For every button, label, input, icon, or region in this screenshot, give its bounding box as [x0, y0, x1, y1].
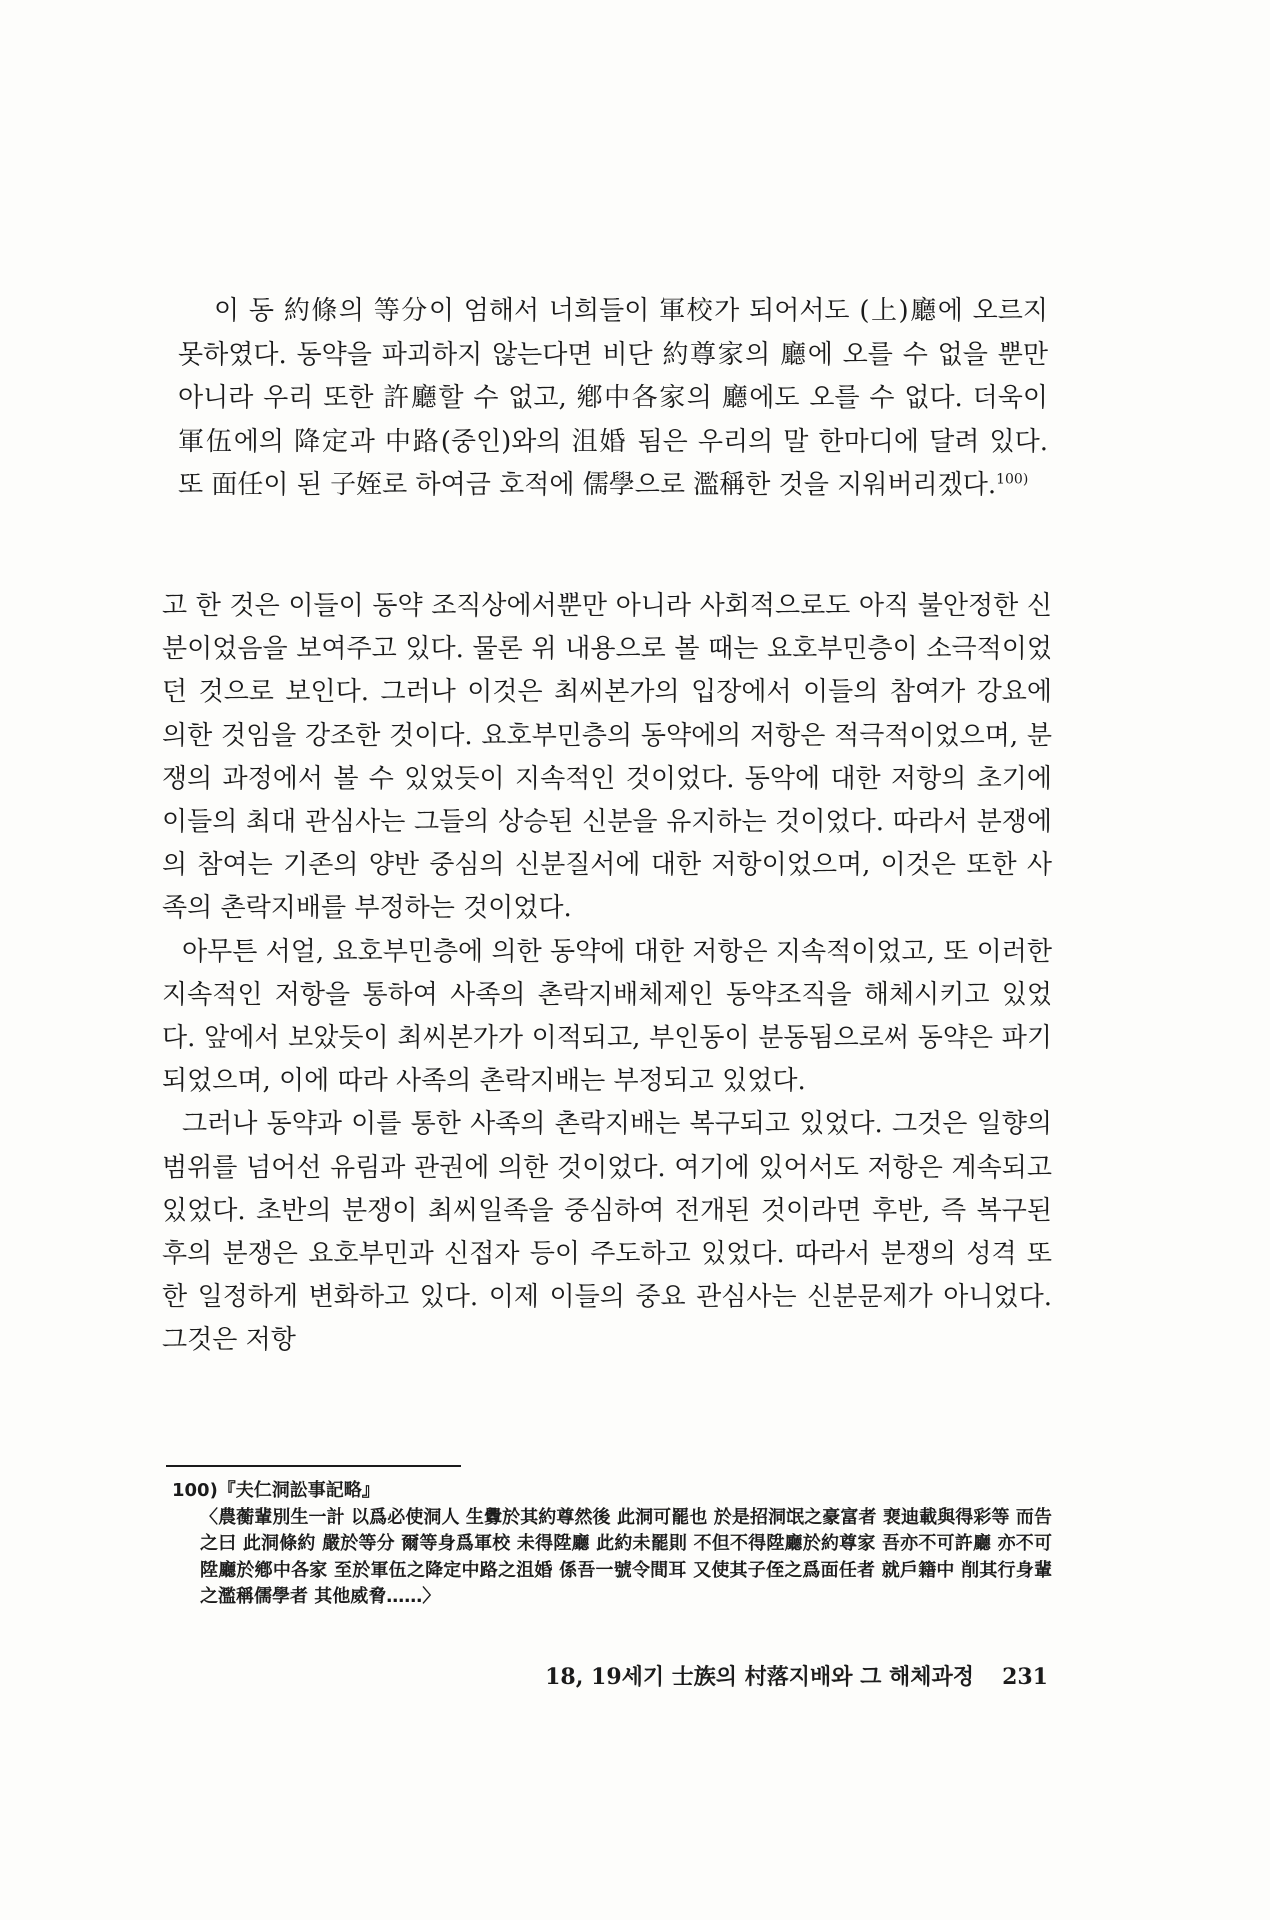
running-footer: [488, 1660, 1048, 1691]
footnote-title: 100)『夫仁洞訟事記略』: [172, 1480, 380, 1501]
body-paragraph-3: 그러나 동약과 이를 통한 사족의 촌락지배는 복구되고 있었다. 그것은 일향의 범위를 넘어선 유림과 관권에 의한 것이었다. 여기에 있어서도 저항은 계속되고 있었다. 초반의 분쟁이 최씨일족을 중심하여 전개된 것이라면 후반, 즉 복구된 후의 분쟁은 요호부민과 신접자 등이 주도하고 있었다. 따라서 분쟁의 성격 또한 일정하게 변화하고 있다. 이제 이들의 중요 관심사는 신분문제가 아니었다. 그것은 저항: [162, 1109, 1053, 1356]
running-footer-title: 18, 19세기 士族의 村落지배와 그 해체과정: [545, 1664, 975, 1690]
body-paragraph-2: 아무튼 서얼, 요호부민층에 의한 동약에 대한 저항은 지속적이었고, 또 이러한 지속적인 저항을 통하여 사족의 촌락지배체제인 동약조직을 해체시키고 있었다. 앞에서 보았듯이 최씨본가가 이적되고, 부인동이 분동됨으로써 동약은 파기되었으며, 이에 따라 사족의 촌락지배는 부정되고 있었다.: [162, 936, 1052, 1097]
footnote-reference: 100): [996, 471, 1029, 488]
body-paragraph-1: 고 한 것은 이들이 동약 조직상에서뿐만 아니라 사회적으로도 아직 불안정한 신분이었음을 보여주고 있다. 물론 위 내용으로 볼 때는 요호부민층이 소극적이었던 것으로 보인다. 그러나 이것은 최씨본가의 입장에서 이들의 참여가 강요에 의한 것임을 강조한 것이다. 요호부민층의 동약에의 저항은 적극적이었으며, 분쟁의 과정에서 볼 수 있었듯이 지속적인 것이었다. 동악에 대한 저항의 초기에 이들의 최대 관심사는 그들의 상승된 신분을 유지하는 것이었다. 따라서 분쟁에의 참여는 기존의 양반 중심의 신분질서에 대한 저항이었으며, 이것은 또한 사족의 촌락지배를 부정하는 것이었다.: [162, 591, 1053, 924]
quote-paragraph: [178, 290, 1048, 508]
page-number: 231: [1002, 1664, 1048, 1690]
footnote: [172, 1478, 1052, 1611]
quote-text: 이 동 約條의 等分이 엄해서 너희들이 軍校가 되어서도 (上)廳에 오르지 못하였다. 동약을 파괴하지 않는다면 비단 約尊家의 廳에 오를 수 없을 뿐만 아니라 우리 또한 許廳할 수 없고, 鄕中各家의 廳에도 오를 수 없다. 더욱이 軍伍에의 降定과 中路(중인)와의 沮婚 됨은 우리의 말 한마디에 달려 있다. 또 面任이 된 子姪로 하여금 호적에 儒學으로 濫稱한 것을 지워버리겠다.: [178, 296, 1048, 500]
footnote-body: 〈農蘅輩別生一計 以爲必使洞人 生釁於其約尊然後 此洞可罷也 於是招洞氓之豪富者 裵迪載與得彩等 而告之曰 此洞條約 嚴於等分 爾等身爲軍校 未得陞廳 此約未罷則 不但不得陞廳於約尊家 吾亦不可許廳 亦不可陞廳於鄕中各家 至於軍伍之降定中路之沮婚 係吾一號令間耳 又使其子侄之爲面任者 就戶籍中 削其行身輩之濫稱儒學者 其他威脅……〉: [200, 1506, 1052, 1607]
block-quote: [178, 290, 1048, 508]
footnote-divider: [166, 1465, 461, 1467]
body-text: [162, 585, 1052, 1363]
